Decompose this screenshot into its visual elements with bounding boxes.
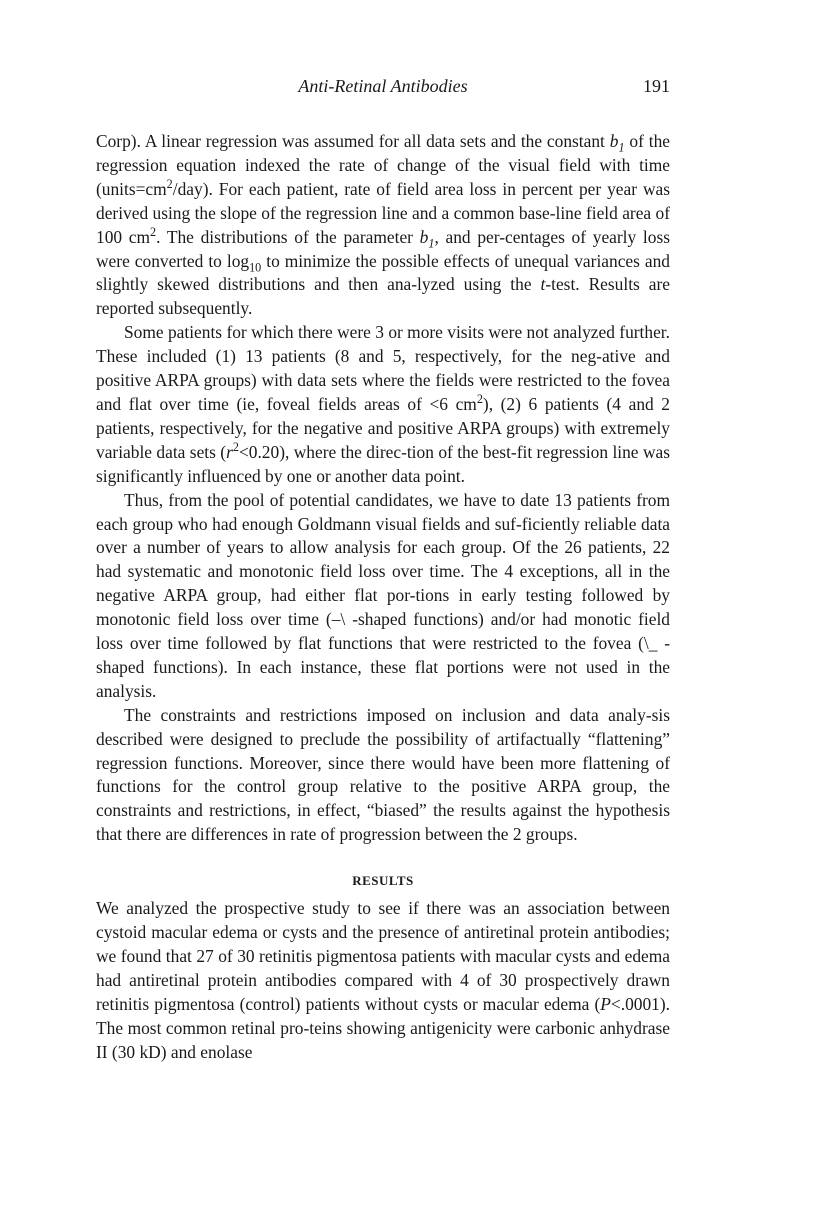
- text-run: We analyzed the prospective study to see if there was an association between cystoid macular edema or cysts and the presence of antiretinal protein antibodies; we found that 27 of 30 retinitis pigmentosa patients with macular cysts and edema had antiretinal protein antibodies compared with 4 of 30 prospectively drawn retinitis pigmentosa (control) patients without cysts or macular edema (: [96, 898, 670, 1014]
- text-run: P: [600, 993, 611, 1014]
- page: [96, 76, 670, 1064]
- text-run: of the regression equation indexed the rate of change of the visual field with time (units=cm: [96, 131, 670, 199]
- text-run: 1: [428, 236, 435, 251]
- text-run: b: [419, 226, 429, 247]
- text-run: t: [540, 274, 546, 295]
- paragraph: [96, 897, 670, 1064]
- running-title: Anti-Retinal Antibodies: [298, 76, 468, 96]
- text-run: -test. Results are reported subsequently.: [96, 274, 670, 319]
- page-number: 191: [643, 76, 670, 96]
- text-run: b: [609, 131, 619, 151]
- text-run: r: [226, 441, 233, 462]
- text-run: , and per-centages of yearly loss were converted to log: [96, 226, 670, 271]
- text-run: /day). For each patient, rate of field area loss in percent per year was derived using the slope of the regression line and a common base-line field area of 100 cm: [96, 178, 670, 247]
- text-run: 10: [249, 260, 262, 274]
- text-run: <0.20), where the direc-tion of the best-fit regression line was significantly influenced by one or another data point.: [96, 441, 670, 486]
- text-run: Some patients for which there were 3 or more visits were not analyzed further. These included (1) 13 patients (8 and 5, respectively, for the neg-ative and positive ARPA groups) with data sets where the fields were restricted to the fovea and flat over time (ie, foveal fields areas of <6 cm: [96, 322, 670, 414]
- text-run: Corp). A linear regression was assumed for all data sets and the constant: [96, 131, 610, 151]
- paragraph: [96, 489, 670, 704]
- text-run: 2: [150, 224, 157, 239]
- text-run: 1: [618, 140, 625, 155]
- text-run: . The distributions of the parameter: [156, 226, 420, 247]
- text-run: 2: [476, 392, 483, 407]
- text-run: 2: [232, 439, 239, 454]
- paragraph: [96, 130, 670, 321]
- results-heading: RESULTS: [352, 873, 414, 889]
- text-run: to minimize the possible effects of unequal variances and slightly skewed distributions and then ana-lyzed using the: [96, 250, 670, 295]
- text-run: The constraints and restrictions imposed on inclusion and data analy-sis described were designed to preclude the possibility of artifactually “flattening” regression functions. Moreover, since there would have been more flattening of functions for the control group relative to the positive ARPA group, the constraints and restrictions, in effect, “biased” the results against the hypothesis that there are differences in rate of progression between the 2 groups.: [96, 704, 670, 845]
- text-run: 2: [166, 177, 173, 192]
- text-run: <.0001). The most common retinal pro-teins showing antigenicity were carbonic anhydrase II (30 kD) and enolase: [96, 993, 670, 1062]
- article-body: [96, 130, 670, 1064]
- running-head: [96, 76, 670, 108]
- paragraph: [96, 321, 670, 488]
- text-run: Thus, from the pool of potential candidates, we have to date 13 patients from each group who had enough Goldmann visual fields and suf-ficiently reliable data over a number of years to allow analysis for each group. Of the 26 patients, 22 had systematic and monotonic field loss over time. The 4 exceptions, all in the negative ARPA group, had either flat por-tions in early testing followed by monotonic field loss over time (–\ -shaped functions) and/or had monotic field loss over time followed by flat functions that were restricted to the fovea (\_ -shaped functions). In each instance, these flat portions were not used in the analysis.: [96, 489, 670, 701]
- paragraph: [96, 704, 670, 847]
- text-run: ), (2) 6 patients (4 and 2 patients, respectively, for the negative and positive ARPA groups) with extremely variable data sets (: [96, 393, 670, 462]
